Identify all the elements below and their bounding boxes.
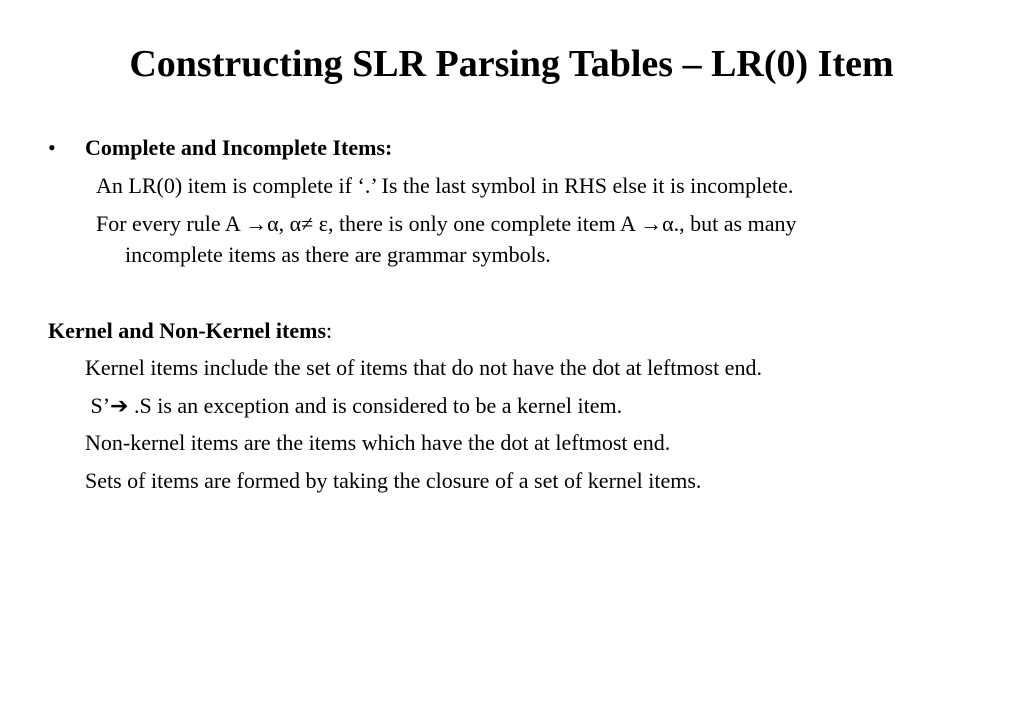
text-line-kernel-definition: Kernel items include the set of items that do not have the dot at leftmost end.	[85, 355, 762, 380]
section-heading-complete-items: Complete and Incomplete Items:	[85, 135, 393, 160]
text-line-nonkernel-definition: Non-kernel items are the items which have the dot at leftmost end.	[85, 430, 671, 455]
section-heading-kernel-colon: :	[326, 318, 333, 343]
bullet-marker: •	[48, 135, 56, 160]
text-line-complete-definition: An LR(0) item is complete if ‘.’ Is the last symbol in RHS else it is incomplete.	[96, 173, 794, 198]
text-line-rule-statement: For every rule A →α, α≠ ε, there is only one complete item A →α., but as many	[96, 211, 797, 236]
section-heading-kernel-items	[48, 317, 332, 345]
text-line-closure-statement: Sets of items are formed by taking the closure of a set of kernel items.	[85, 468, 702, 493]
text-line-rule-continuation: incomplete items as there are grammar symbols.	[125, 242, 551, 267]
slide-title: Constructing SLR Parsing Tables – LR(0) Item	[129, 43, 894, 85]
text-line-kernel-exception: S’➔ .S is an exception and is considered to be a kernel item.	[85, 393, 623, 418]
section-heading-kernel-text: Kernel and Non-Kernel items	[48, 318, 327, 343]
